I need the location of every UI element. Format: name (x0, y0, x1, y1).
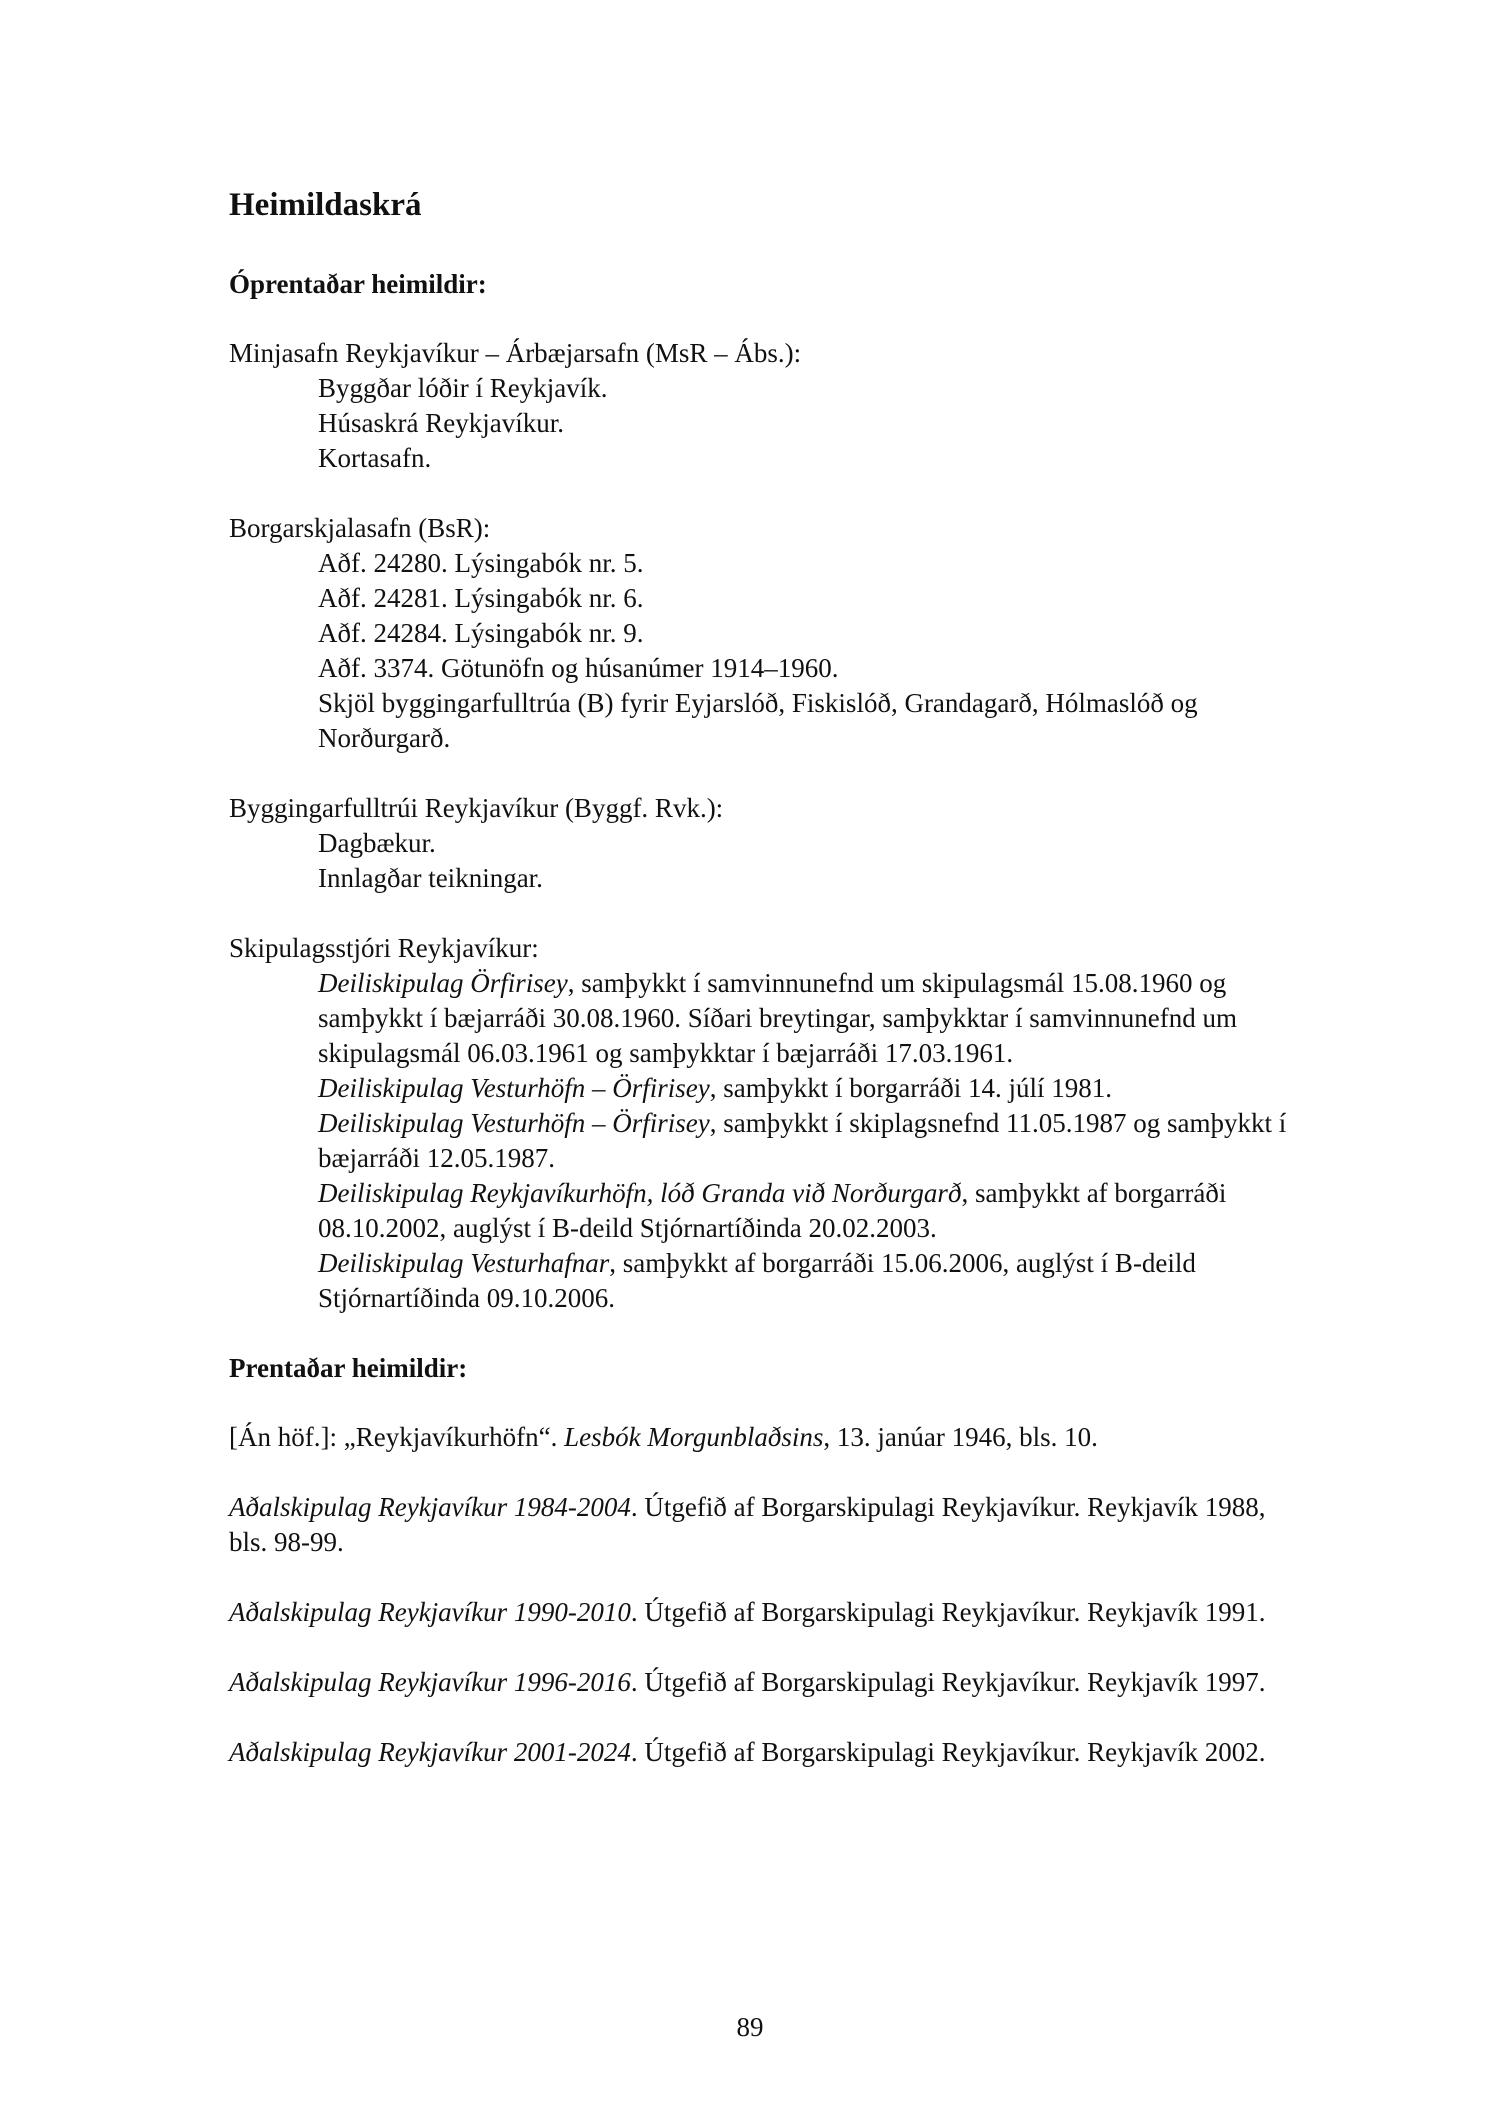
plan-title: Deiliskipulag Vesturhöfn – Örfirisey (318, 1073, 710, 1103)
list-item: Aðf. 24281. Lýsingabók nr. 6. (318, 583, 644, 613)
plan-title: Deiliskipulag Reykjavíkurhöfn, lóð Granda við Norðurgarð (318, 1178, 962, 1208)
group-head: Minjasafn Reykjavíkur – Árbæjarsafn (MsR – Ábs.): (229, 338, 802, 368)
plan-title: Deiliskipulag Vesturhafnar (318, 1248, 610, 1278)
plan-details: , samþykkt í borgarráði 14. júlí 1981. (709, 1073, 1112, 1103)
list-item (318, 1071, 1309, 1106)
reference-entry (229, 1490, 1309, 1560)
ref-details: , 13. janúar 1946, bls. 10. (823, 1422, 1098, 1452)
ref-details: . Útgefið af Borgarskipulagi Reykjavíkur. Reykjavík 2002. (630, 1737, 1266, 1767)
reference-entry (229, 1735, 1309, 1770)
list-item: Aðf. 24284. Lýsingabók nr. 9. (318, 618, 644, 648)
group-items (229, 546, 1309, 756)
list-item (318, 1176, 1309, 1246)
unprinted-heading: Óprentaðar heimildir: (229, 269, 487, 299)
list-item: Byggðar lóðir í Reykjavík. (318, 373, 608, 403)
ref-title: Aðalskipulag Reykjavíkur 1996-2016 (229, 1667, 631, 1697)
list-item: Skjöl byggingarfulltrúa (B) fyrir Eyjarslóð, Fiskislóð, Grandagarð, Hólmaslóð og Norðurgarð. (318, 688, 1198, 753)
document-page (229, 185, 1309, 1805)
page-number: 89 (736, 2012, 764, 2042)
ref-title: Aðalskipulag Reykjavíkur 1984-2004 (229, 1492, 631, 1522)
list-item: Dagbækur. (318, 828, 436, 858)
list-item: Innlagðar teikningar. (318, 863, 543, 893)
ref-title: Lesbók Morgunblaðsins (564, 1422, 824, 1452)
group-head: Skipulagsstjóri Reykjavíkur: (229, 933, 539, 963)
plan-details: , samþykkt af borgarráði 15.06.2006, auglýst í B-deild Stjórnartíðinda 09.10.2006. (318, 1248, 1196, 1313)
list-item (318, 966, 1309, 1071)
source-group-byggingarfulltrui (229, 791, 1309, 896)
ref-prefix: [Án höf.]: „Reykjavíkurhöfn“. (229, 1422, 565, 1452)
list-item (318, 1106, 1309, 1176)
source-group-skipulagsstjori (229, 931, 1309, 1316)
reference-entry (229, 1595, 1309, 1630)
ref-details: . Útgefið af Borgarskipulagi Reykjavíkur. Reykjavík 1988, bls. 98-99. (229, 1492, 1266, 1557)
group-head: Byggingarfulltrúi Reykjavíkur (Byggf. Rvk.): (229, 793, 724, 823)
reference-entry (229, 1665, 1309, 1700)
source-group-borgarskjalasafn (229, 511, 1309, 756)
plan-details: , samþykkt í skiplagsnefnd 11.05.1987 og samþykkt í bæjarráði 12.05.1987. (318, 1108, 1287, 1173)
list-item (318, 1246, 1309, 1316)
plan-details: , samþykkt í samvinnunefnd um skipulagsmál 15.08.1960 og samþykkt í bæjarráði 30.08.1960. Síðari breytingar, samþykktar í samvinnunefnd um skipulagsmál 06.03.1961 og samþykktar í bæjarráði 17.03.1961. (318, 968, 1238, 1068)
ref-title: Aðalskipulag Reykjavíkur 1990-2010 (229, 1597, 631, 1627)
list-item: Aðf. 3374. Götunöfn og húsanúmer 1914–1960. (318, 653, 839, 683)
list-item: Húsaskrá Reykjavíkur. (318, 408, 564, 438)
reference-entry (229, 1420, 1309, 1455)
printed-heading: Prentaðar heimildir: (229, 1353, 468, 1383)
plan-title: Deiliskipulag Vesturhöfn – Örfirisey (318, 1108, 710, 1138)
ref-title: Aðalskipulag Reykjavíkur 2001-2024 (229, 1737, 631, 1767)
list-item: Aðf. 24280. Lýsingabók nr. 5. (318, 548, 644, 578)
plan-details: , samþykkt af borgarráði 08.10.2002, auglýst í B-deild Stjórnartíðinda 20.02.2003. (318, 1178, 1227, 1243)
group-items (229, 371, 1309, 476)
ref-details: . Útgefið af Borgarskipulagi Reykjavíkur. Reykjavík 1997. (630, 1667, 1266, 1697)
page-title: Heimildaskrá (229, 187, 422, 223)
list-item: Kortasafn. (318, 443, 432, 473)
group-head: Borgarskjalasafn (BsR): (229, 513, 491, 543)
group-items (229, 966, 1309, 1316)
ref-details: . Útgefið af Borgarskipulagi Reykjavíkur. Reykjavík 1991. (630, 1597, 1266, 1627)
plan-title: Deiliskipulag Örfirisey (318, 968, 568, 998)
group-items (229, 826, 1309, 896)
source-group-minjasafn (229, 336, 1309, 476)
